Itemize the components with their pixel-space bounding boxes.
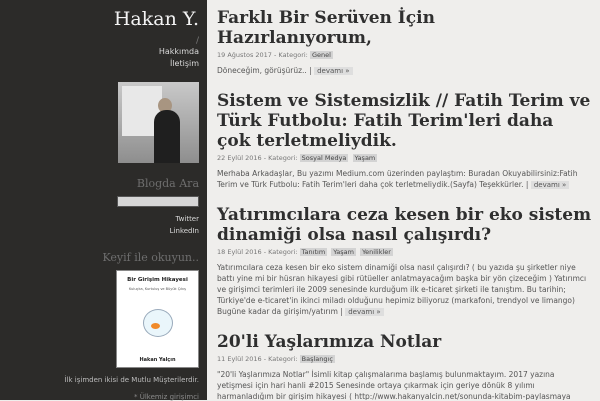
post-excerpt — [217, 369, 592, 400]
post-category-prefix: Kategori: — [268, 154, 298, 162]
reading-heading: Keyif ile okuyun.. — [102, 251, 199, 264]
fish-icon — [151, 323, 160, 329]
post-category-prefix: Kategori: — [278, 51, 308, 59]
post-title[interactable]: Farklı Bir Serüven İçin Hazırlanıyorum, — [217, 8, 435, 48]
book-subtitle: Kuluçka, Kurtuluş ve Büyük Çıkış — [129, 287, 186, 291]
post-title[interactable]: 20'li Yaşlarımıza Notlar — [217, 332, 442, 352]
post-excerpt-text: Yatırımcılara ceza kesen bir eko sistem dinamiği olsa nasıl çalışırdı? ( bu yazıda şu şirketler niye battı yine mi bir hüsran hikayesi gibi rütüeller anlatmayacağım başka bir yön çizeceğim ) Yatırımcı ve girişimci terimleri ile 2009 senesinde kurduğum ilk e-ticaret şirketi ile tanıştım. Bu tarihin; Türkiye'de e-ticaret'in ikinci miladı olduğunu hepimiz biliyoruz (markafoni, trendyol ve limango) Bugüne kadar da girişim/yatırım | — [217, 263, 587, 316]
main-content — [207, 0, 600, 400]
post-excerpt — [217, 168, 592, 191]
post-meta: 22 Eylül 2016 - Kategori: Sosyal Medya Yaşam — [217, 154, 376, 162]
read-more-link[interactable]: devamı » — [314, 67, 352, 75]
post-category[interactable]: Yaşam — [333, 248, 354, 256]
post-excerpt — [217, 65, 592, 77]
post-title[interactable]: Sistem ve Sistemsizlik // Fatih Terim ve Türk Futbolu: Fatih Terim'leri daha çok terletmeliydik. — [217, 91, 591, 151]
site-title[interactable]: Hakan Y. — [113, 8, 199, 30]
sidebar — [0, 0, 207, 400]
book-title: Bir Girişim Hikayesi — [127, 277, 188, 283]
search-input[interactable] — [117, 196, 199, 207]
post-category-prefix: Kategori: — [268, 355, 298, 363]
post-category[interactable]: Yaşam — [354, 154, 376, 162]
post-date: 18 Eylül 2016 — [217, 248, 262, 256]
sidebar-note: İlk işimden ikisi de Mutlu Müşterilerdir. — [64, 376, 199, 384]
author-photo — [118, 82, 199, 163]
twitter-link[interactable]: Twitter — [175, 215, 199, 223]
nav-separator: / — [195, 36, 199, 46]
post-category[interactable]: Tanıtım — [301, 248, 326, 256]
post-category[interactable]: Yenilikler — [362, 248, 391, 256]
post-meta: 18 Eylül 2016 - Kategori: Tanıtım Yaşam Yenilikler — [217, 248, 391, 256]
post-excerpt-text: Döneceğim, görüşürüz.. | — [217, 66, 312, 75]
post-meta: 11 Eylül 2016 - Kategori: Başlangıç — [217, 355, 333, 363]
post-category[interactable]: Genel — [311, 51, 331, 59]
post-date: 22 Eylül 2016 — [217, 154, 262, 162]
post-date: 11 Eylül 2016 — [217, 355, 262, 363]
post — [217, 332, 592, 400]
read-more-link[interactable]: devamı » — [531, 181, 569, 189]
post-excerpt-text: Merhaba Arkadaşlar, Bu yazımı Medium.com üzerinden paylaştım: Buradan Okuyabilirsiniz:Fatih Terim ve Türk Futbolu: Fatih Terim'leri daha çok terletmeliydik.(Sayfa) Teşekkürler. | — [217, 169, 578, 189]
nav-link-hakkimda[interactable]: Hakkımda — [158, 47, 199, 56]
read-more-link[interactable]: devamı » — [345, 308, 383, 316]
search-heading: Blogda Ara — [136, 177, 199, 190]
post — [217, 8, 592, 77]
post-title[interactable]: Yatırımcılara ceza kesen bir eko sistem dinamiği olsa nasıl çalışırdı? — [217, 205, 592, 245]
post-category[interactable]: Başlangıç — [301, 355, 333, 363]
book-author: Hakan Yalçın — [139, 357, 176, 363]
linkedin-link[interactable]: LinkedIn — [169, 227, 199, 235]
post-meta: 19 Ağustos 2017 - Kategori: Genel — [217, 51, 331, 59]
post-excerpt — [217, 262, 592, 318]
book-cover[interactable] — [116, 270, 199, 368]
post-category[interactable]: Sosyal Medya — [301, 154, 347, 162]
photo-person — [154, 110, 180, 163]
sidebar-footnote: * Ülkemiz girişimci — [134, 393, 199, 401]
post-excerpt-text: "20'li Yaşlarımıza Notlar" İsimli kitap çalışmalarıma başlamış bulunmaktayım. 2017 yazına yetişmesi için hari hanli #2015 Senesinde ortaya çıkarmak için geriye dönük 8 yılımı harmanladığım bir girişim hikayesi ( http://www.hakanyalcin.net/sonunda-kitabim-paylasmaya — [217, 370, 571, 400]
post — [217, 205, 592, 318]
post-category-prefix: Kategori: — [268, 248, 298, 256]
nav-link-iletisim[interactable]: İletişim — [169, 59, 199, 68]
post-date: 19 Ağustos 2017 — [217, 51, 272, 59]
post — [217, 91, 592, 191]
